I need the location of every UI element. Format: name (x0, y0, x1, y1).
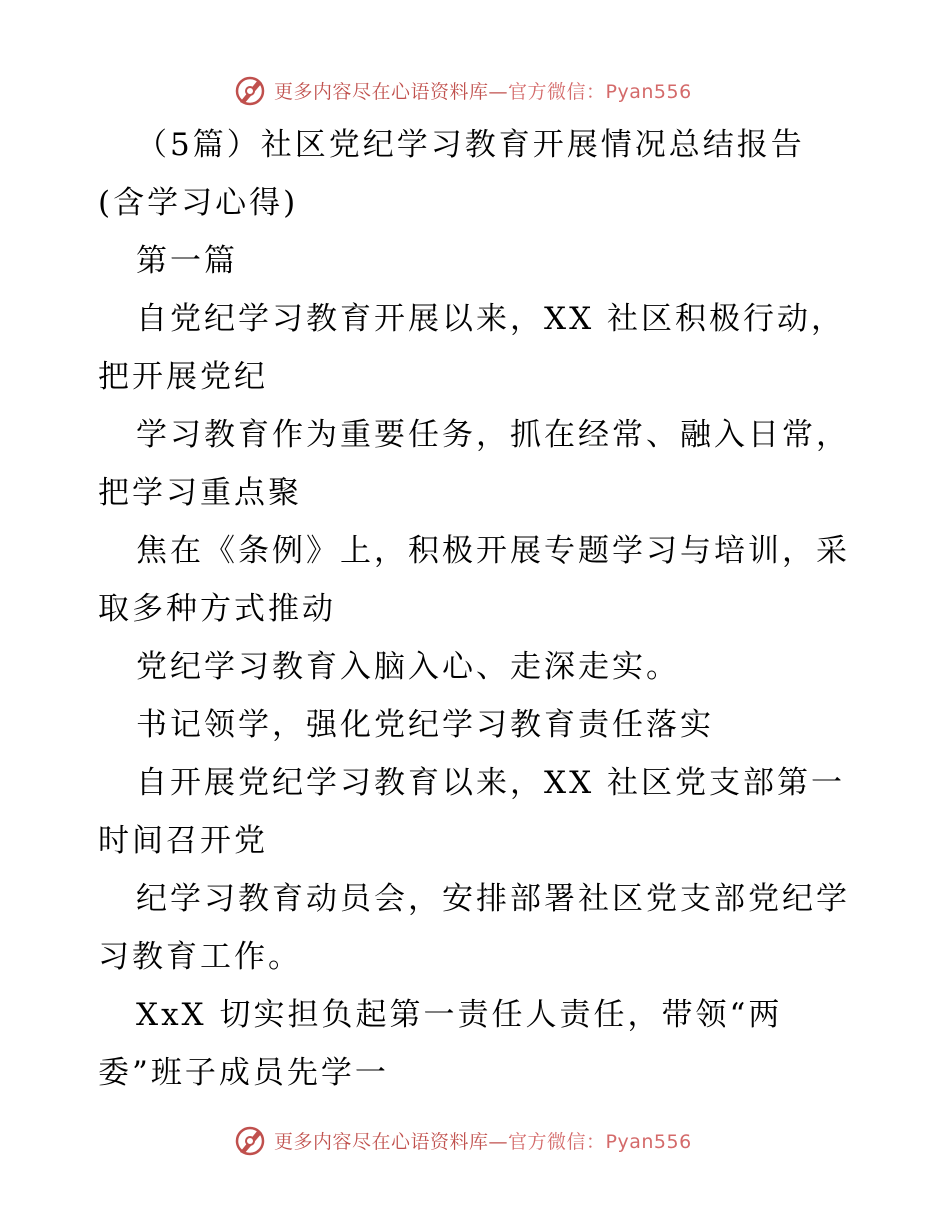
paragraph-line: 取多种方式推动 (98, 591, 336, 627)
paragraph-line: 把开展党纪 (98, 359, 268, 395)
paragraph-line: 自开展党纪学习教育以来，XX 社区党支部第一 (136, 765, 845, 801)
paragraph-line: 自党纪学习教育开展以来，XX 社区积极行动， (136, 301, 845, 337)
seal-pen-logo-icon (232, 72, 268, 108)
watermark-dash: — (488, 1130, 509, 1153)
document-subtitle: (含学习心得) (98, 185, 299, 221)
watermark-dash: — (488, 80, 509, 103)
paragraph-line: 焦在《条例》上，积极开展专题学习与培训，采 (136, 533, 850, 569)
paragraph-line: 时间召开党 (98, 823, 268, 859)
paragraph-line: 纪学习教育动员会，安排部署社区党支部党纪学 (136, 881, 850, 917)
watermark-text (274, 1127, 692, 1154)
paragraph-line: XxX 切实担负起第一责任人责任，带领“两 (136, 997, 783, 1033)
seal-pen-logo-icon (232, 1122, 268, 1158)
watermark-text (274, 77, 692, 104)
watermark-banner-bottom (232, 1120, 692, 1160)
document-title: （5篇）社区党纪学习教育开展情况总结报告 (136, 127, 805, 163)
paragraph-line: 习教育工作。 (98, 939, 302, 975)
paragraph-line: 把学习重点聚 (98, 475, 302, 511)
section-subheading: 书记领学，强化党纪学习教育责任落实 (136, 707, 714, 743)
watermark-banner-top (232, 70, 692, 110)
paragraph-line: 学习教育作为重要任务，抓在经常、融入日常， (136, 417, 850, 453)
watermark-site-text: 更多内容尽在心语资料库 (274, 1130, 489, 1153)
watermark-site-text: 更多内容尽在心语资料库 (274, 80, 489, 103)
paragraph-line: 党纪学习教育入脑入心、走深走实。 (136, 649, 680, 685)
paragraph-line: 委”班子成员先学一 (98, 1055, 389, 1091)
watermark-wechat-text: 官方微信：Pyan556 (508, 1130, 692, 1153)
section-heading: 第一篇 (136, 243, 238, 279)
watermark-wechat-text: 官方微信：Pyan556 (508, 80, 692, 103)
